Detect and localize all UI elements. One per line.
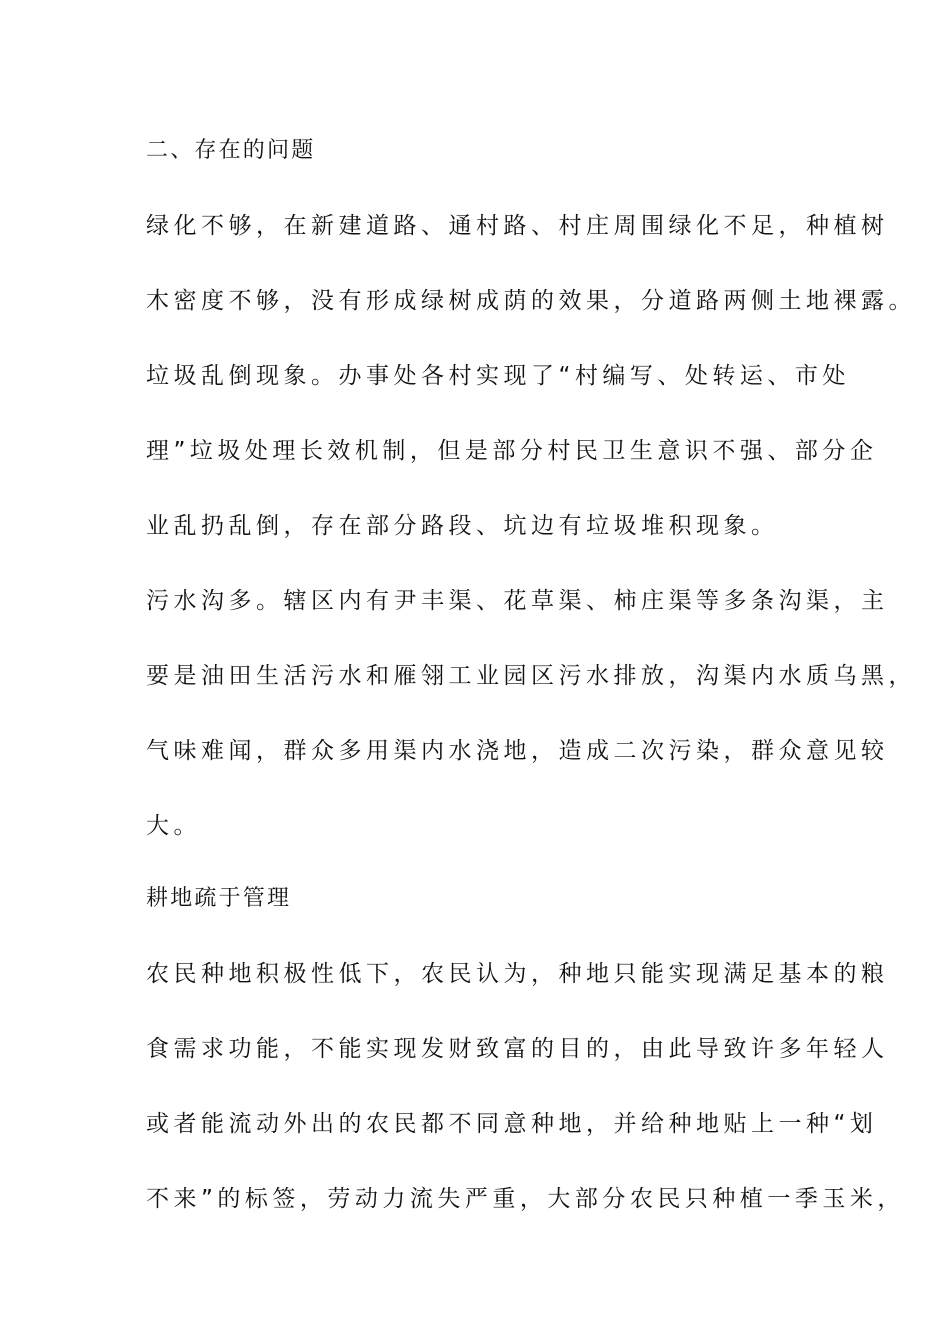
paragraph-line: 食需求功能，不能实现发财致富的目的，由此导致许多年轻人: [146, 1036, 889, 1062]
paragraph-line: 垃圾乱倒现象。办事处各村实现了“村编写、处转运、市处: [146, 363, 850, 389]
paragraph-line: 要是油田生活污水和雁翎工业园区污水排放，沟渠内水质乌黑，: [146, 663, 916, 689]
paragraph-line: 农民种地积极性低下，农民认为，种地只能实现满足基本的粮: [146, 961, 889, 987]
paragraph-line: 业乱扔乱倒，存在部分路段、坑边有垃圾堆积现象。: [146, 513, 779, 539]
paragraph-line: 气味难闻，群众多用渠内水浇地，造成二次污染，群众意见较: [146, 738, 889, 764]
section-heading-farmland: 耕地疏于管理: [146, 886, 292, 911]
section-heading-problems: 二、存在的问题: [146, 138, 316, 163]
paragraph-line: 不来”的标签，劳动力流失严重，大部分农民只种植一季玉米，: [146, 1186, 905, 1212]
paragraph-line: 大。: [146, 813, 201, 839]
paragraph-line: 理”垃圾处理长效机制，但是部分村民卫生意识不强、部分企: [146, 438, 878, 464]
paragraph-line: 绿化不够，在新建道路、通村路、村庄周围绿化不足，种植树: [146, 213, 889, 239]
paragraph-line: 污水沟多。辖区内有尹丰渠、花草渠、柿庄渠等多条沟渠，主: [146, 588, 889, 614]
paragraph-line: 木密度不够，没有形成绿树成荫的效果，分道路两侧土地裸露。: [146, 288, 916, 314]
paragraph-line: 或者能流动外出的农民都不同意种地，并给种地贴上一种“划: [146, 1111, 878, 1137]
